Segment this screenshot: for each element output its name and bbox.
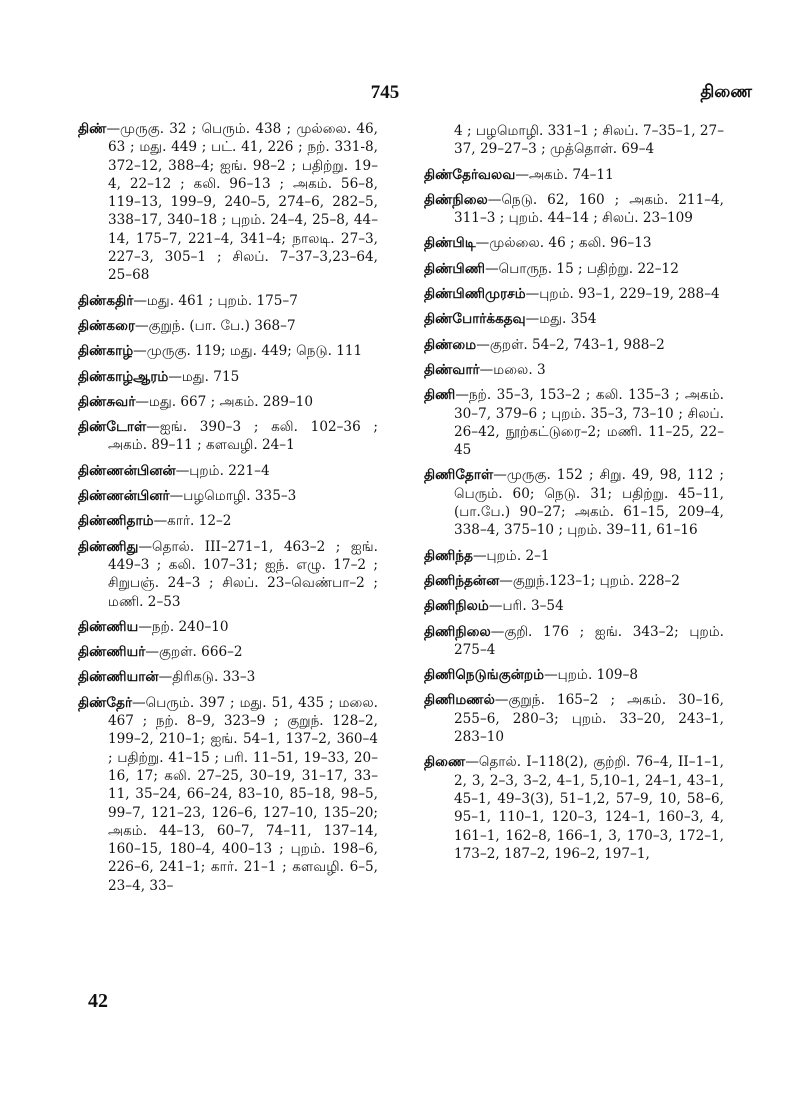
entry-dash: — [465, 754, 479, 771]
entry-headword: திணிநிலம் [424, 598, 489, 615]
entry-references: தொல். I–118(2), குற்றி. 76–4, II–1–1, 2, 3, 2–3, 3–2, 4–1, 5,10–1, 24–1, 43–1, 45–1, 49–3(3), 51–1,2, 57–9, 10, 58–6, 95–1, 110–1, 120–3, 124–1, 160–3, 4, 161–1, 162–8, 166–1, 3, 170–3, 172–1, 173–2, 187–2, 196–2, 197–1, [454, 754, 724, 862]
entry-dash: — [493, 467, 507, 484]
entry-dash: — [455, 387, 469, 404]
entry-headword: திணை [424, 754, 466, 771]
entry-dash: — [145, 644, 160, 661]
entry-headword: திண்ணியான் [78, 669, 159, 686]
entry-references: குறள். 54–2, 743–1, 988–2 [489, 336, 665, 353]
entry-references: அகம். 74–11 [528, 166, 614, 183]
entry-dash: — [544, 667, 558, 684]
entry-references: குறி. 176 ; ஐங். 343–2; புறம். 275–4 [454, 623, 724, 658]
entry-headword: திண்கதிர் [78, 292, 134, 309]
entry-references: நற். 35–3, 153–2 ; கலி. 135–3 ; அகம். 30–7, 379–6 ; புறம். 35–3, 73–10 ; சிலப். 26–42, நூற்கட்டுரை–2; மணி. 11–25, 22–45 [454, 387, 724, 459]
entry-headword: திண்மை [424, 336, 477, 353]
entry-headword: திணிநிலை [424, 623, 491, 640]
index-entry [424, 234, 724, 252]
entry-references: குறுந்.123–1; புறம். 228–2 [512, 572, 680, 589]
entry-headword: திணிதோள் [424, 467, 494, 484]
entry-dash: — [146, 419, 160, 436]
entry-references: புறம். 221–4 [189, 462, 270, 479]
index-entry [424, 753, 724, 863]
entry-references: மது. 354 [539, 311, 597, 328]
entry-references: நற். 240–10 [151, 618, 229, 635]
entry-headword: திண்பிணி [424, 260, 486, 277]
index-entry [424, 386, 724, 459]
entry-references: தொல். III–271–1, 463–2 ; ஐங். 449–3 ; கலி. 107–31; ஐந். எழு. 17–2 ; சிறுபஞ். 24–3 ; சிலப். 23–வெண்பா–2 ; மணி. 2–53 [108, 538, 378, 610]
entry-dash: — [135, 393, 150, 410]
index-entry [78, 368, 378, 386]
index-entry [424, 336, 724, 354]
entry-dash: — [175, 462, 190, 479]
entry-headword: திண்காழ் [78, 343, 134, 360]
entry-references: மது. 667 ; அகம். 289–10 [149, 393, 313, 410]
index-entry [78, 512, 378, 530]
entry-references: பழமொழி. 335–3 [183, 488, 297, 505]
entry-headword: திண்ணிதாம் [78, 513, 154, 530]
entry-headword: திண்போர்க்கதவு [424, 311, 526, 328]
entry-dash: — [135, 317, 149, 334]
entry-references: முருகு. 119; மது. 449; நெடு. 111 [146, 343, 363, 360]
entry-references: முருகு. 32 ; பெரும். 438 ; முல்லை. 46, 63 ; மது. 449 ; பட். 41, 226 ; நற். 331-8, 372–12, 388–4; ஐங். 98–2 ; பதிற்று. 19–4, 22–12 ; கலி. 96–13 ; அகம். 56–8, 119–13, 199–9, 240–5, 274–6, 282–5, 338–17, 340–18 ; புறம். 24–4, 25–8, 44–14, 175–7, 221–4, 341–4; நாலடி. 27–3, 227–3, 305–1 ; சிலப். 7–37–3,23–64, 25–68 [108, 121, 378, 284]
entry-references: குறள். 666–2 [159, 644, 243, 661]
entry-headword: திண்தேர்வலவ [424, 166, 516, 183]
entry-dash: — [479, 361, 494, 378]
entry-dash: — [133, 343, 147, 360]
entry-references: நெடு. 62, 160 ; அகம். 211–4, 311–3 ; புறம். 44–14 ; சிலப். 23–109 [454, 191, 724, 227]
entry-dash: — [153, 513, 168, 530]
index-entry [424, 122, 724, 159]
entry-references: பெரும். 397 ; மது. 51, 435 ; மலை. 467 ; நற். 8–9, 323–9 ; குறுந். 128–2, 199–2, 210–1; ஐங். 54–1, 137–2, 360–4 ; பதிற்று. 41–15 ; பரி. 11–51, 19–33, 20–16, 17; கலி. 27–25, 30–19, 31–17, 33–11, 35–24, 66–24, 83–10, 85–18, 98–5, 99–7, 121–23, 126–6, 127–10, 135–20; அகம். 44–13, 60–7, 74–11, 137–14, 160–15, 180–4, 400–13 ; புறம். 198–6, 226–6, 241–1; கார். 21–1 ; களவழி. 6–5, 23–4, 33– [108, 694, 378, 894]
index-entry [78, 317, 378, 335]
entry-headword: திண்பிடி [424, 235, 476, 252]
folio-signature: 42 [88, 990, 108, 1012]
index-entry [424, 572, 724, 590]
entry-references: புறம். 2–1 [486, 547, 550, 564]
entry-headword: திண்டோள் [78, 419, 147, 436]
entry-references: குறுந். (பா. பே.) 368–7 [148, 317, 296, 334]
entry-dash: — [169, 488, 184, 505]
entry-dash: — [472, 547, 487, 564]
index-entry [78, 694, 378, 895]
index-entry [424, 466, 724, 539]
entry-references: திரிகடு. 33–3 [172, 669, 256, 686]
entry-headword: திண்ணன்பினர் [78, 488, 170, 505]
entry-headword: திணிந்தன்ன [424, 572, 500, 589]
page-number: 745 [370, 82, 400, 103]
index-entry [424, 547, 724, 565]
entry-dash: — [138, 538, 153, 555]
entry-headword: திண்ணன்பினன் [78, 462, 176, 479]
entry-headword: திணிநெடுங்குன்றம் [424, 667, 545, 684]
entry-headword: திணிமணல் [424, 692, 495, 709]
entry-dash: — [168, 368, 182, 385]
index-entry [424, 310, 724, 328]
index-entry [78, 668, 378, 686]
entry-references: முல்லை. 46 ; கலி. 96–13 [489, 235, 652, 252]
index-entry [424, 623, 724, 660]
entry-references: பொருந. 15 ; பதிற்று. 22–12 [498, 260, 679, 277]
entry-dash: — [485, 260, 499, 277]
entry-dash: — [487, 191, 502, 208]
entry-dash: — [138, 618, 152, 635]
entry-headword: திணி [424, 387, 456, 404]
entry-headword: திண்பிணிமுரசம் [424, 286, 526, 303]
entry-references: குறுந். 165–2 ; அகம். 30–16, 255–6, 280–3; புறம். 33–20, 243–1, 283–10 [454, 692, 724, 746]
index-entry [424, 666, 724, 684]
index-entry [78, 462, 378, 480]
index-entry [78, 643, 378, 661]
right-column [424, 122, 724, 870]
entry-headword: திண்ணிது [78, 538, 139, 555]
entry-headword: திண்ணிய [78, 618, 139, 635]
entry-dash: — [490, 623, 505, 640]
entry-references: மலை. 3 [493, 361, 546, 378]
entry-headword: திணிந்த [424, 547, 473, 564]
entry-references: கார். 12–2 [167, 513, 232, 530]
index-entry [78, 538, 378, 611]
entry-headword: திண்சுவர் [78, 393, 136, 410]
entry-headword: திண்நிலை [424, 191, 488, 208]
index-entry [424, 597, 724, 615]
running-head: திணை [700, 82, 752, 102]
entry-references: முருகு. 152 ; சிறு. 49, 98, 112 ; பெரும். 60; நெடு. 31; பதிற்று. 45–11, (பா.பே.) 90–27; அகம். 61–15, 209–4, 338–4, 375–10 ; புறம். 39–11, 61–16 [454, 467, 724, 539]
entry-dash: — [525, 311, 540, 328]
entry-references: பரி. 3–54 [502, 598, 564, 615]
entry-dash: — [106, 121, 121, 137]
index-entry [424, 191, 724, 228]
entry-headword: திண்தேர் [78, 694, 133, 711]
entry-references: புறம். 109–8 [557, 667, 639, 684]
entry-references: புறம். 93–1, 229–19, 288–4 [539, 286, 720, 303]
entry-dash: — [494, 692, 509, 709]
entry-headword: திண்ணியர் [78, 644, 146, 661]
index-entry [78, 120, 378, 285]
entry-dash: — [475, 235, 490, 252]
entry-headword: திண்காழ்ஆரம் [78, 368, 169, 385]
entry-headword: திண்கரை [78, 317, 136, 334]
entry-references: 4 ; பழமொழி. 331–1 ; சிலப். 7–35–1, 27–37, 29–27–3 ; முத்தொள். 69–4 [454, 123, 724, 158]
index-entry [78, 342, 378, 360]
entry-dash: — [499, 572, 513, 589]
entry-dash: — [488, 598, 503, 615]
entry-dash: — [525, 286, 540, 303]
index-entry [78, 618, 378, 636]
entry-headword: திண் [78, 121, 107, 137]
index-entry [78, 292, 378, 310]
entry-dash: — [133, 292, 147, 309]
index-entry [78, 487, 378, 505]
entry-references: ஐங். 390–3 ; கலி. 102–36 ; அகம். 89–11 ; களவழி. 24–1 [108, 419, 378, 454]
entry-references: மது. 461 ; புறம். 175–7 [146, 292, 298, 309]
entry-headword: திண்வார் [424, 361, 480, 378]
index-entry [424, 260, 724, 278]
entry-dash: — [515, 166, 529, 183]
left-column [78, 120, 378, 902]
index-entry [78, 418, 378, 455]
entry-dash: — [476, 336, 490, 353]
entry-dash: — [158, 669, 173, 686]
index-entry [424, 166, 724, 184]
index-entry [424, 691, 724, 746]
index-entry [424, 285, 724, 303]
entry-dash: — [132, 694, 146, 711]
index-entry [424, 361, 724, 379]
entry-references: மது. 715 [181, 368, 240, 385]
index-entry [78, 393, 378, 411]
